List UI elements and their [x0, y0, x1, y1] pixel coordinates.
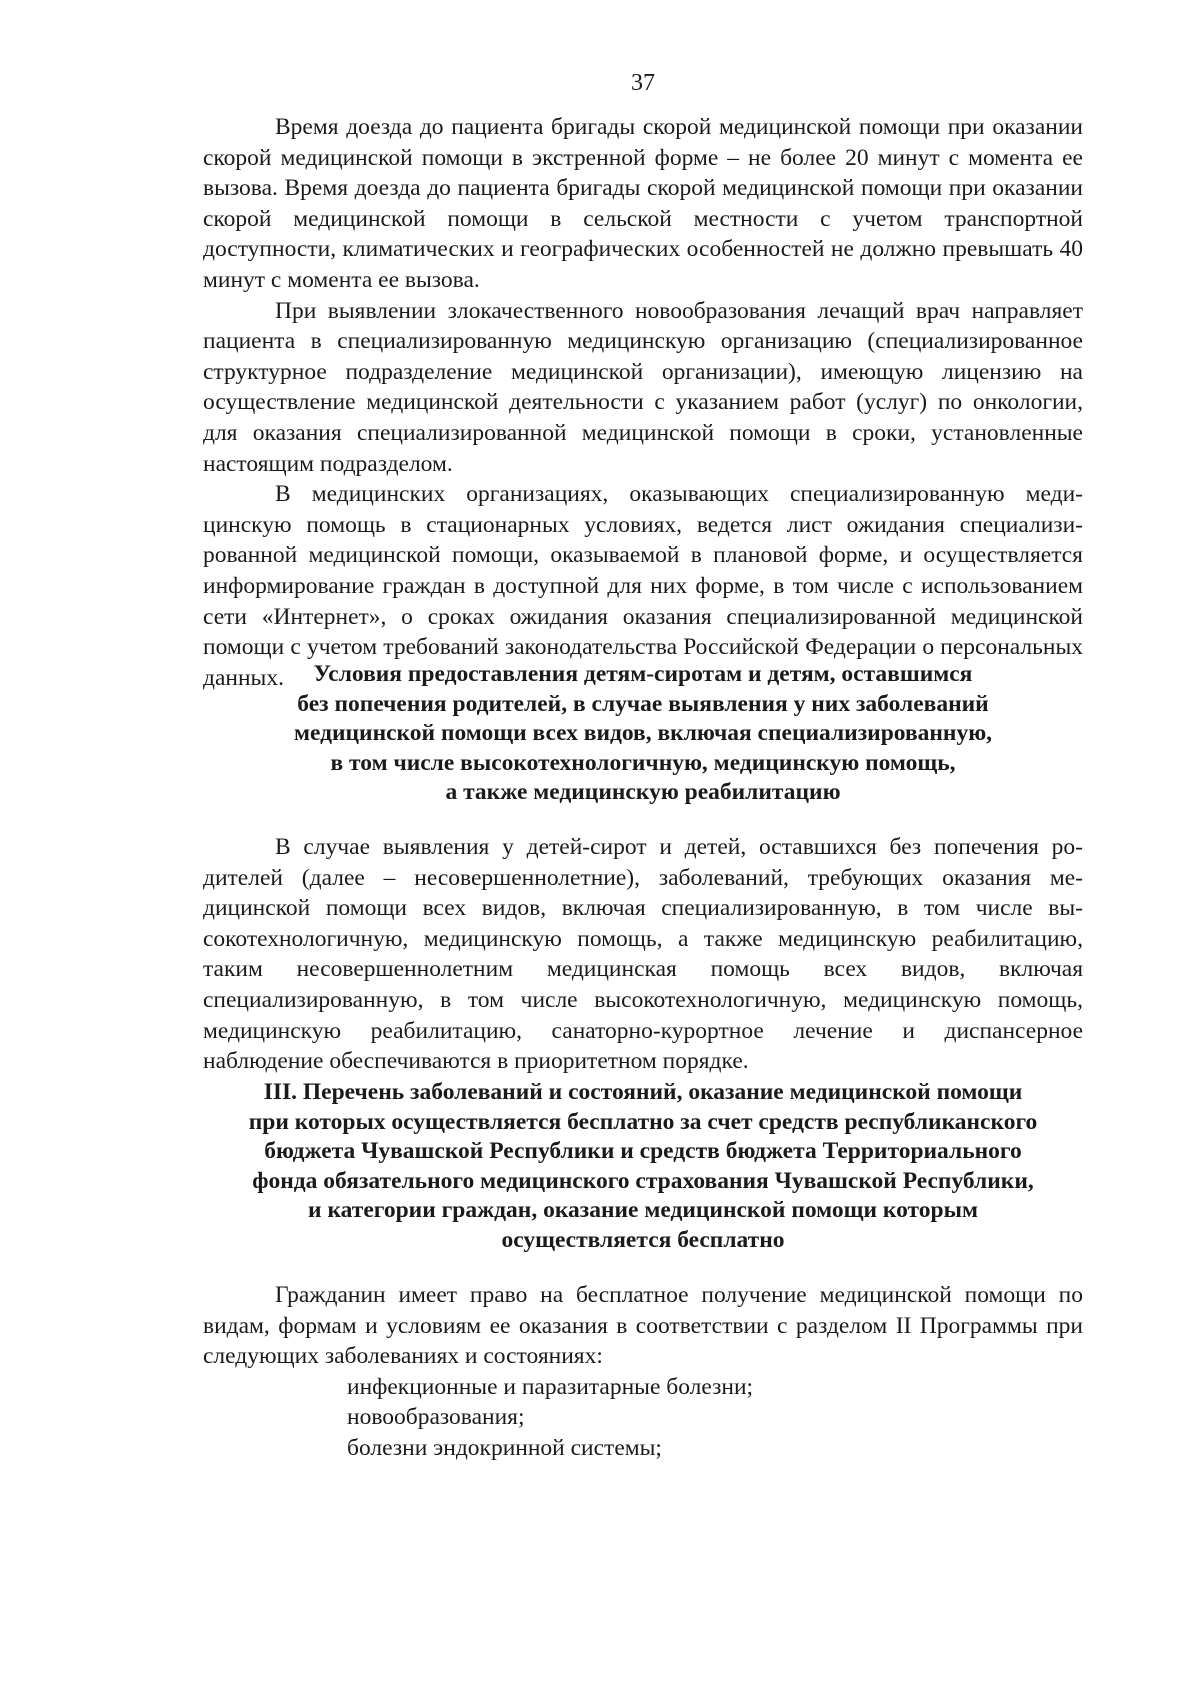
list-item: новообразования;: [347, 1404, 525, 1431]
heading-line: Условия предоставления детям-сиротам и детям, оставшимся: [313, 661, 973, 687]
paragraph: Гражданин имеет право на бесплатное получение медицинской помощи по видам, формам и условиям ее оказания в соответствии с разделом II Программы при следующих заболеваниях и состояниях:: [203, 1282, 1083, 1370]
paragraph: В случае выявления у детей-сирот и детей, оставшихся без попечения родителей (далее – несовершеннолетние), заболеваний, требующих оказания медицинской помощи всех видов, включая специализированную, в том числе высокотехнологичную, медицинскую помощь, а также медицинскую реабилитацию, таким несовершеннолетним медицинская помощь всех видов, включая специализированную, в том числе высокотехнологичную, медицинскую помощь, медицинскую реабилитацию, санаторно-курортное лечение и диспансерное наблюдение обеспечиваются в приоритетном порядке.: [203, 834, 1083, 1075]
paragraph: При выявлении злокачественного новообразования лечащий врач направляет пациента в специализированную медицинскую организацию (специализированное структурное подразделение медицинской организации), имеющую лицензию на осуществление медицинской деятельности с указанием работ (услуг) по онкологии, для оказания специализированной медицинской помощи в сроки, установленные настоящим подразделом.: [203, 297, 1083, 477]
text-block-orphans: [203, 832, 1083, 1077]
heading-line: медицинской помощи всех видов, включая специализированную,: [293, 720, 993, 746]
list-item: болезни эндокринной системы;: [347, 1434, 662, 1461]
heading-line: осуществляется бесплатно: [501, 1226, 785, 1253]
heading-line: при которых осуществляется бесплатно за счет средств республиканского: [248, 1108, 1038, 1135]
heading-line: а также медицинскую реабилитацию: [445, 779, 841, 805]
text-block-emergency-care: [203, 112, 1083, 693]
section-heading-orphans: [203, 660, 1083, 808]
heading-line: и категории граждан, оказание медицинской помощи которым: [308, 1197, 978, 1223]
heading-line: III. Перечень заболеваний и состояний, оказание медицинской помощи: [263, 1079, 1023, 1105]
page-number: 37: [631, 70, 655, 96]
section-heading-iii: [203, 1078, 1083, 1255]
text-block-disease-list: [203, 1280, 1083, 1464]
heading-line: бюджета Чувашской Республики и средств бюджета Территориального: [264, 1138, 1022, 1164]
heading-line: фонда обязательного медицинского страхования Чувашской Республики,: [252, 1167, 1034, 1194]
paragraph: Время доезда до пациента бригады скорой медицинской помощи при оказании скорой медицинской помощи в экстренной форме – не более 20 минут с момента ее вызова. Время доезда до пациента бригады скорой медицинской помощи при оказании скорой медицинской помощи в сельской местности с учетом транспортной доступности, климатических и географических особенностей не должно превышать 40 минут с момента ее вызова.: [203, 114, 1083, 293]
heading-line: в том числе высокотехнологичную, медицинскую помощь,: [330, 749, 956, 776]
heading-line: без попечения родителей, в случае выявления у них заболеваний: [297, 690, 989, 717]
list-item: инфекционные и паразитарные болезни;: [347, 1373, 754, 1400]
paragraph: В медицинских организациях, оказывающих специализированную медицинскую помощь в стационарных условиях, ведется лист ожидания специализированной медицинской помощи, оказываемой в плановой форме, и осуществляется информирование граждан в доступной для них форме, в том числе с использованием сети «Интернет», о сроках ожидания оказания специализированной медицинской помощи с учетом требований законодательства Российской Федерации о персональных данных.: [203, 481, 1083, 691]
